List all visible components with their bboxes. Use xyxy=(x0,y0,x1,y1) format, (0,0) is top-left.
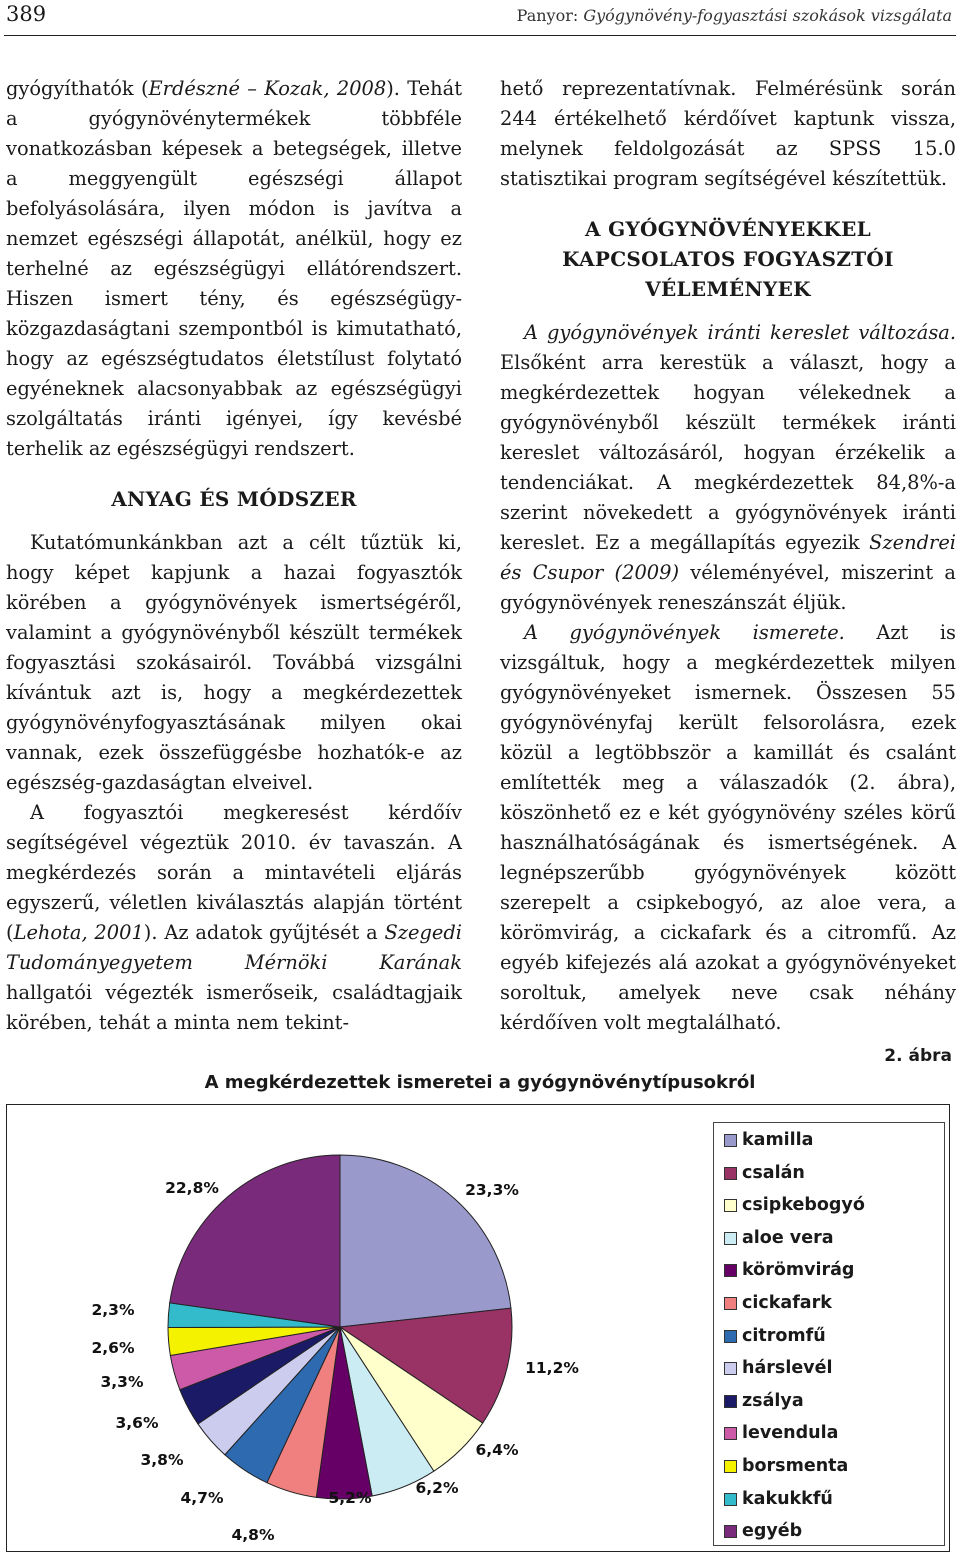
right-column xyxy=(500,74,956,1038)
legend-swatch-egyéb xyxy=(724,1525,737,1538)
pie-label-aloe-vera: 6,2% xyxy=(415,1479,459,1497)
pie-label-körömvirág: 5,2% xyxy=(328,1489,372,1507)
legend-swatch-citromfű xyxy=(724,1330,737,1343)
legend-swatch-kakukkfű xyxy=(724,1493,737,1506)
chart-legend xyxy=(713,1122,945,1546)
text-run: ). Az adatok gyűjtését a xyxy=(143,921,385,944)
citation: Szegedi Tudományegyetem Mérnöki Karának xyxy=(6,921,462,974)
pie-label-borsmenta: 2,6% xyxy=(91,1339,135,1357)
pie-label-kamilla: 23,3% xyxy=(465,1181,519,1199)
pie-label-cickafark: 4,8% xyxy=(231,1526,275,1544)
legend-swatch-cickafark xyxy=(724,1297,737,1310)
pie-label-csalán: 11,2% xyxy=(525,1359,579,1377)
running-head-author: Panyor: xyxy=(516,6,584,25)
legend-swatch-csalán xyxy=(724,1167,737,1180)
legend-swatch-csipkebogyó xyxy=(724,1199,737,1212)
left-paragraph-3 xyxy=(6,798,462,1038)
left-column xyxy=(6,74,462,1038)
legend-item-csipkebogyó: csipkebogyó xyxy=(742,1195,865,1216)
legend-swatch-kamilla xyxy=(724,1134,737,1147)
pie-label-egyéb: 22,8% xyxy=(165,1179,219,1197)
running-head-title: Gyógynövény-fogyasztási szokások vizsgálata xyxy=(583,6,952,25)
pie-label-csipkebogyó: 6,4% xyxy=(475,1441,519,1459)
figure-number: 2. ábra xyxy=(884,1046,952,1066)
legend-item-citromfű: citromfű xyxy=(742,1325,826,1346)
citation: Erdészné – Kozak, 2008 xyxy=(148,77,387,100)
text-run: véleményével, miszerint a gyógynövények reneszánszát éljük. xyxy=(500,561,956,614)
legend-swatch-levendula xyxy=(724,1427,737,1440)
pie-label-levendula: 3,3% xyxy=(100,1373,144,1391)
pie-label-zsálya: 3,6% xyxy=(115,1414,159,1432)
legend-item-körömvirág: körömvirág xyxy=(742,1260,855,1281)
figure-title: A megkérdezettek ismeretei a gyógynövénytípusokról xyxy=(204,1072,756,1093)
legend-item-csalán: csalán xyxy=(742,1162,805,1183)
section-heading-opinions: A GYÓGYNÖVÉNYEKKEL KAPCSOLATOS FOGYASZTÓI VÉLEMÉNYEK xyxy=(562,217,894,301)
left-paragraph-2: Kutatómunkánkban azt a célt tűztük ki, hogy képet kapjunk a hazai fogyasztók körében a gyógynövények ismertségéről, valamint a gyógynövényből készült termékek fogyasztási szokásairól. Továbbá vizsgálni kívántuk azt is, hogy a megkérdezettek gyógynövényfogyasztásának milyen okai vannak, ezek összefüggésbe hozhatók-e az egészség-gazdaságtan elveivel. xyxy=(6,531,462,794)
header-rule xyxy=(4,35,956,36)
text-run: gyógyíthatók ( xyxy=(6,77,149,100)
pie-label-citromfű: 4,7% xyxy=(180,1489,224,1507)
text-run: Elsőként arra kerestük a választ, hogy a megkérdezettek hogyan vélekednek a gyógynövényből készült termékek iránti kereslet változásáról, hogyan érzékelik a tendenciákat. A megkérdezettek 84,8%-a szerint növekedett a gyógynövények iránti kereslet. Ez a megállapítás egyezik xyxy=(500,351,956,554)
legend-item-cickafark: cickafark xyxy=(742,1293,832,1313)
legend-item-borsmenta: borsmenta xyxy=(742,1456,849,1476)
pie-label-hárslevél: 3,8% xyxy=(140,1451,184,1469)
legend-swatch-hárslevél xyxy=(724,1362,737,1375)
legend-item-kakukkfű: kakukkfű xyxy=(742,1488,833,1509)
right-paragraph-2 xyxy=(500,318,956,618)
legend-swatch-zsálya xyxy=(724,1395,737,1408)
right-paragraph-3 xyxy=(500,618,956,1038)
legend-swatch-körömvirág xyxy=(724,1264,737,1277)
legend-item-zsálya: zsálya xyxy=(742,1390,804,1411)
legend-item-hárslevél: hárslevél xyxy=(742,1358,833,1379)
citation: Lehota, 2001 xyxy=(13,921,144,944)
pie-chart xyxy=(7,1105,707,1550)
legend-item-kamilla: kamilla xyxy=(742,1130,814,1150)
section-heading-methods: ANYAG ÉS MÓDSZER xyxy=(111,487,357,511)
text-run: hallgatói végezték ismerőseik, családtagjaik körében, tehát a minta nem tekint- xyxy=(6,981,462,1034)
citation: Szendrei és Csupor (2009) xyxy=(500,531,956,584)
pie-label-kakukkfű: 2,3% xyxy=(91,1301,135,1319)
paragraph-lead: A gyógynövények ismerete. xyxy=(524,621,845,644)
legend-item-egyéb: egyéb xyxy=(742,1521,803,1542)
legend-swatch-borsmenta xyxy=(724,1460,737,1473)
text-run: ). Tehát a gyógynövénytermékek többféle vonatkozásban képesek a betegségek, illetve a meggyengült egészségi állapot befolyásolására, ilyen módon is javítva a nemzet egészségi állapotát, anélkül, hogy ez terhelné az egészségügyi ellátórendszert. Hiszen ismert tény, és egészségügy-közgazdaságtani szempontból is kimutatható, hogy az egészségtudatos életstílust folytató egyéneknek alacsonyabbak az egészségügyi szolgáltatás iránti igényei, így kevésbé terhelik az egészségügyi rendszert. xyxy=(6,77,462,460)
text-run: A fogyasztói megkeresést kérdőív segítségével végeztük 2010. év tavaszán. A megkérdezés során a mintavételi eljárás egyszerű, véletlen kiválasztás alapján történt ( xyxy=(6,801,462,944)
legend-swatch-aloe-vera xyxy=(724,1232,737,1245)
page-number: 389 xyxy=(6,2,47,26)
paragraph-lead: A gyógynövények iránti kereslet változása. xyxy=(524,321,956,344)
legend-item-aloe-vera: aloe vera xyxy=(742,1227,834,1248)
running-head xyxy=(517,6,952,25)
text-run: Azt is vizsgáltuk, hogy a megkérdezettek milyen gyógynövényeket ismernek. Összesen 55 gyógynövényfaj került felsorolásra, ezek közül a legtöbbször a kamillát és csalánt említették meg a válaszadók (2. ábra), köszönhető ez e két gyógynövény széles körű használhatóságának és ismertségének. A legnépszerűbb gyógynövények között szerepelt a csipkebogyó, az aloe vera, a körömvirág, a cickafark és a citromfű. Az egyéb kifejezés alá azokat a gyógynövényeket soroltuk, amelyek neve csak néhány kérdőíven volt megtalálható. xyxy=(500,621,956,1034)
right-paragraph-1: hető reprezentatívnak. Felmérésünk során 244 értékelhető kérdőívet kaptunk vissza, melynek feldolgozását az SPSS 15.0 statisztikai program segítségével készítettük. xyxy=(500,77,956,190)
left-paragraph-1 xyxy=(6,74,462,464)
legend-item-levendula: levendula xyxy=(742,1423,839,1444)
